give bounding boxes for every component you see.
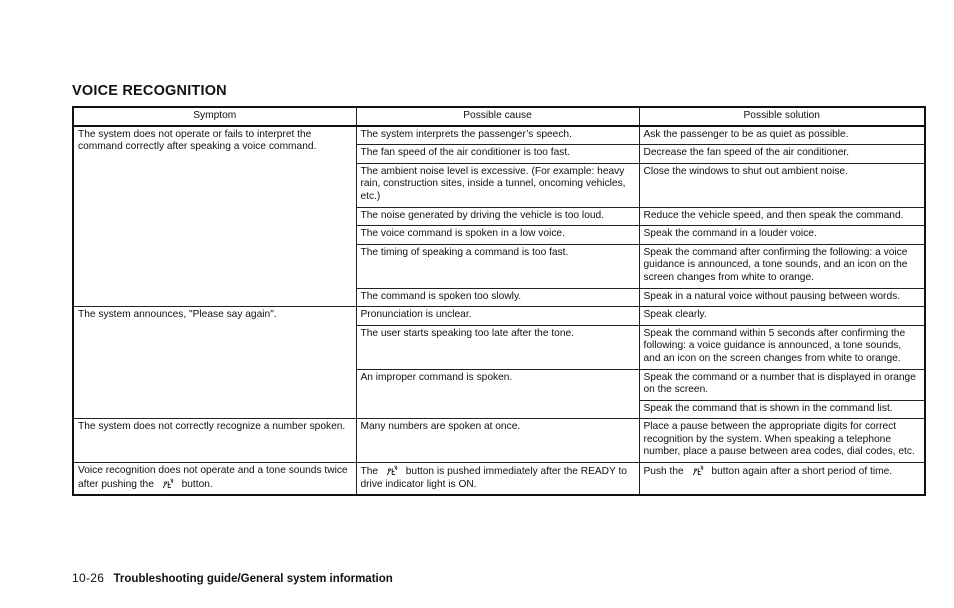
cause-text-post: button is pushed immediately after the READY to drive indicator light is ON. [360, 466, 627, 490]
solution-text-post: button again after a short period of time. [711, 466, 893, 478]
solution-cell: Speak clearly. [639, 307, 925, 326]
solution-text-pre: Push the [643, 466, 684, 478]
symptom-cell: The system announces, "Please say again". [73, 307, 356, 419]
header-symptom: Symptom [73, 107, 356, 126]
cause-cell: The fan speed of the air conditioner is too fast. [356, 145, 639, 164]
solution-cell: Speak the command that is shown in the command list. [639, 400, 925, 419]
cause-cell: The command is spoken too slowly. [356, 288, 639, 307]
voice-recognition-table [72, 106, 926, 496]
table-header-row [73, 107, 925, 126]
page-number: 10-26 [72, 571, 105, 585]
page-footer [72, 571, 393, 585]
solution-cell: Ask the passenger to be as quiet as possible. [639, 126, 925, 145]
solution-cell: Speak in a natural voice without pausing between words. [639, 288, 925, 307]
solution-cell: Speak the command or a number that is displayed in orange on the screen. [639, 369, 925, 400]
cause-cell: The timing of speaking a command is too fast. [356, 244, 639, 288]
cause-text-pre: The [360, 466, 379, 478]
solution-cell: Speak the command after confirming the following: a voice guidance is announced, a tone sounds, and an icon on the screen changes from white to orange. [639, 244, 925, 288]
header-possible-solution: Possible solution [639, 107, 925, 126]
solution-cell: Place a pause between the appropriate digits for correct recognition by the system. When speaking a telephone number, place a pause between area codes, dial codes, etc. [639, 419, 925, 463]
symptom-text-pre: Voice recognition does not operate and a tone sounds twice after pushing the [78, 465, 348, 490]
footer-section-title: Troubleshooting guide/General system information [113, 573, 393, 585]
cause-cell: The user starts speaking too late after the tone. [356, 325, 639, 369]
cause-cell: Many numbers are spoken at once. [356, 419, 639, 463]
table-row [73, 463, 925, 496]
cause-cell: The noise generated by driving the vehicle is too loud. [356, 207, 639, 226]
symptom-cell: The system does not correctly recognize a number spoken. [73, 419, 356, 463]
solution-cell: Decrease the fan speed of the air conditioner. [639, 145, 925, 164]
symptom-cell [73, 463, 356, 496]
section-title: VOICE RECOGNITION [72, 83, 227, 99]
header-possible-cause: Possible cause [356, 107, 639, 126]
symptom-cell: The system does not operate or fails to interpret the command correctly after speaking a voice command. [73, 126, 356, 307]
talk-switch-icon [386, 465, 398, 476]
cause-cell [356, 463, 639, 496]
cause-cell: The ambient noise level is excessive. (For example: heavy rain, construction sites, inside a tunnel, oncoming vehicles, etc.) [356, 163, 639, 207]
cause-cell: Pronunciation is unclear. [356, 307, 639, 326]
symptom-text-post: button. [181, 478, 213, 490]
talk-switch-icon [692, 465, 704, 476]
table-row [73, 419, 925, 463]
solution-cell [639, 463, 925, 496]
table-row [73, 126, 925, 145]
solution-cell: Reduce the vehicle speed, and then speak the command. [639, 207, 925, 226]
cause-cell: An improper command is spoken. [356, 369, 639, 419]
solution-cell: Close the windows to shut out ambient noise. [639, 163, 925, 207]
solution-cell: Speak the command in a louder voice. [639, 226, 925, 245]
cause-cell: The system interprets the passenger’s speech. [356, 126, 639, 145]
cause-cell: The voice command is spoken in a low voice. [356, 226, 639, 245]
talk-switch-icon [162, 478, 174, 489]
table-row [73, 307, 925, 326]
solution-cell: Speak the command within 5 seconds after confirming the following: a voice guidance is announced, a tone sounds, and an icon on the screen changes from white to orange. [639, 325, 925, 369]
